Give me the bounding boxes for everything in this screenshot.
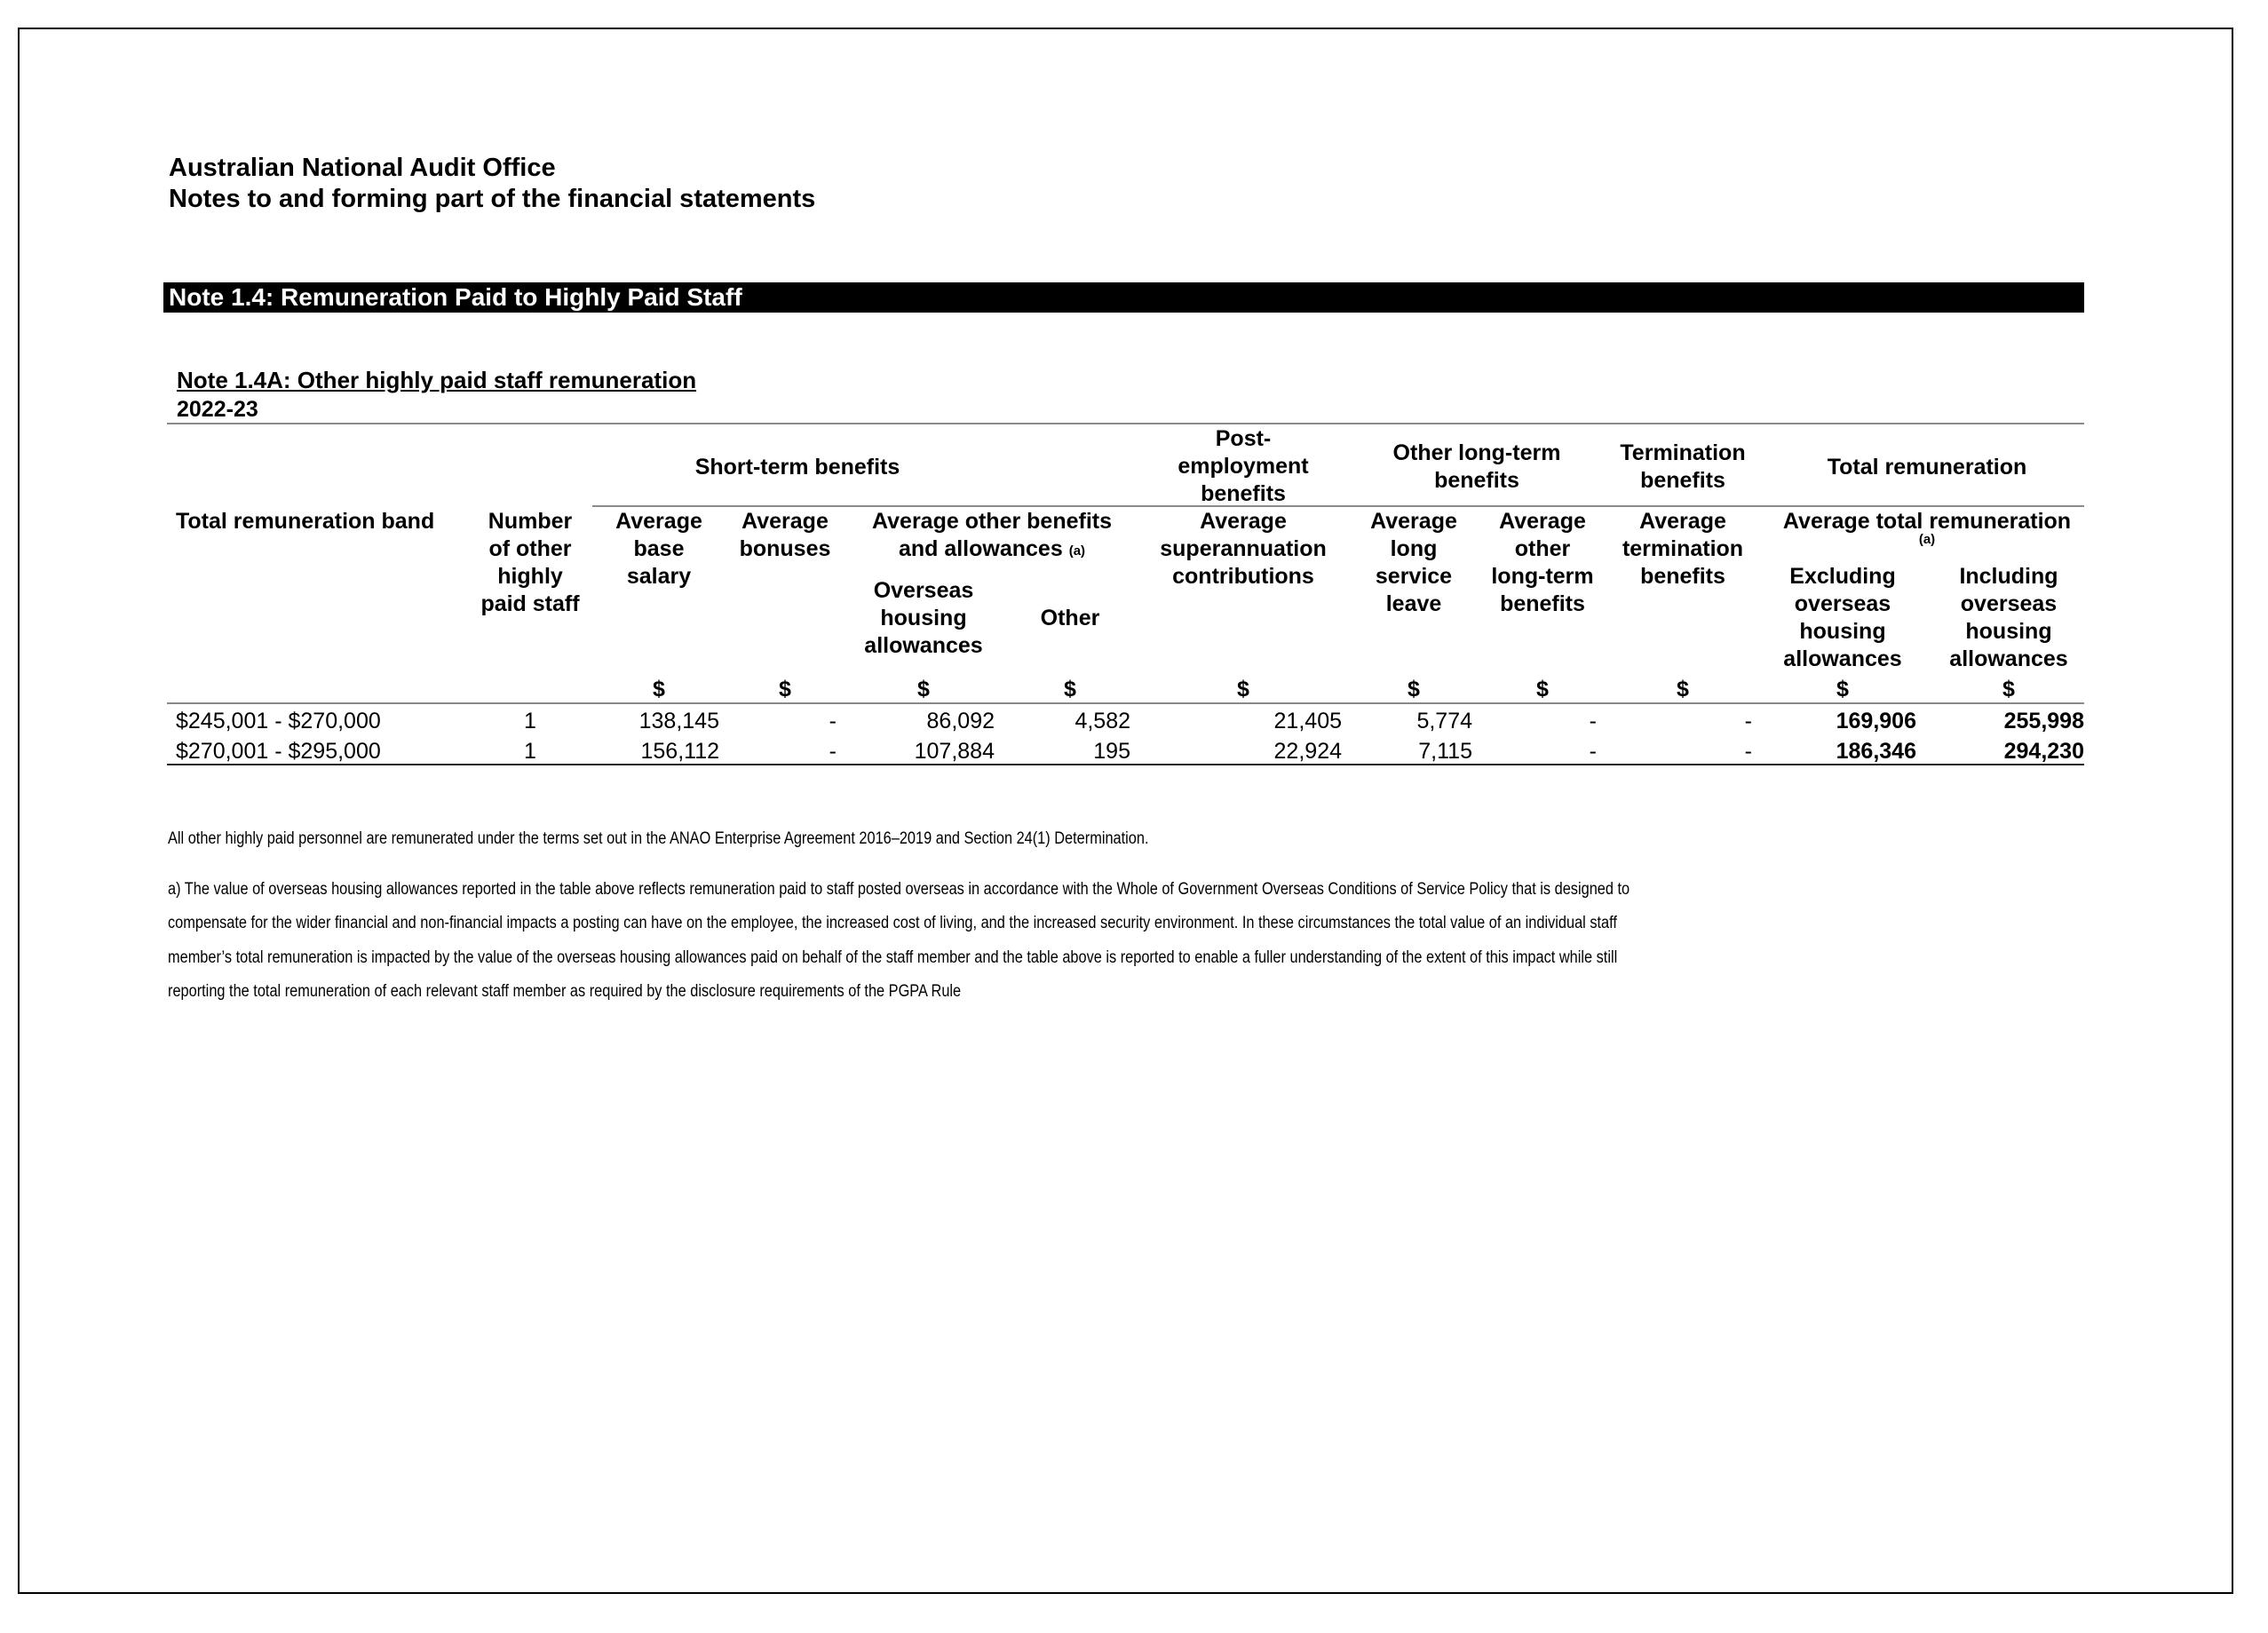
group-header-other-long-term: Other long-term benefits bbox=[1392, 440, 1561, 493]
cell-overseas-housing: 86,092 bbox=[926, 709, 995, 733]
unit-label: $ bbox=[917, 677, 930, 702]
cell-long-service-leave: 7,115 bbox=[1418, 739, 1472, 764]
cell-base-salary: 138,145 bbox=[638, 709, 719, 733]
column-header-overseas-housing: Overseas housing allowances bbox=[864, 578, 983, 658]
unit-label: $ bbox=[1836, 677, 1849, 702]
column-header-superannuation: Average superannuation contributions bbox=[1160, 509, 1327, 589]
cell-superannuation: 22,924 bbox=[1273, 739, 1342, 764]
group-header-post-employment: Post- employment benefits bbox=[1178, 426, 1309, 506]
unit-label: $ bbox=[1677, 677, 1689, 702]
cell-bonuses: - bbox=[829, 709, 837, 733]
cell-termination: - bbox=[1744, 709, 1752, 733]
cell-base-salary: 156,112 bbox=[640, 739, 719, 764]
cell-other: 195 bbox=[1093, 739, 1130, 764]
cell-total-excluding: 186,346 bbox=[1836, 739, 1916, 764]
unit-label: $ bbox=[1237, 677, 1249, 702]
cell-long-service-leave: 5,774 bbox=[1416, 709, 1472, 733]
cell-bonuses: - bbox=[829, 739, 837, 764]
column-header-total: Average total remuneration (a) bbox=[1782, 509, 2072, 547]
unit-label: $ bbox=[1064, 677, 1076, 702]
subnote-title: Note 1.4A: Other highly paid staff remuneration bbox=[177, 367, 697, 393]
group-header-total: Total remuneration bbox=[1827, 455, 2027, 480]
column-header-other-benefits: Average other benefits and allowances $^{(a)}$ bbox=[872, 509, 1112, 561]
group-header-short-term: Short-term benefits bbox=[694, 455, 900, 480]
header-group-rule bbox=[592, 505, 2084, 507]
unit-label: $ bbox=[2002, 677, 2015, 702]
group-header-termination: Termination benefits bbox=[1620, 440, 1746, 493]
footnote-a-line: member’s total remuneration is impacted by the value of the overseas housing allowances paid on behalf of the staff member and the table above is reported to enable a fuller understanding of the extent of this impact while still bbox=[168, 948, 1618, 967]
column-header-number: Number of other highly paid staff bbox=[480, 509, 580, 616]
page-border bbox=[18, 28, 2233, 1594]
note-title-bar: Note 1.4: Remuneration Paid to Highly Paid Staff bbox=[163, 282, 2084, 313]
cell-band: $245,001 - $270,000 bbox=[176, 709, 381, 733]
column-header-bonuses: Average bonuses bbox=[739, 509, 831, 561]
column-header-other: Other bbox=[1040, 606, 1100, 630]
column-header-band: Total remuneration band bbox=[176, 509, 435, 534]
footnote-ref-a: (a) bbox=[1918, 532, 1936, 547]
unit-label: $ bbox=[1536, 677, 1549, 702]
cell-superannuation: 21,405 bbox=[1273, 709, 1342, 733]
unit-label: $ bbox=[653, 677, 665, 702]
footnote-a-line: a) The value of overseas housing allowances reported in the table above reflects remuneration paid to staff posted overseas in accordance with the Whole of Government Overseas Conditions of Service Policy that is designed to bbox=[168, 880, 1630, 899]
footnote-general: All other highly paid personnel are remunerated under the terms set out in the ANAO Enterprise Agreement 2016–2019 and Section 24(1) Determination. bbox=[168, 829, 1149, 848]
cell-other-long-term: - bbox=[1589, 709, 1597, 733]
unit-label: $ bbox=[779, 677, 791, 702]
cell-termination: - bbox=[1744, 739, 1752, 764]
document-subtitle: Notes to and forming part of the financial statements bbox=[169, 185, 816, 213]
column-header-termination: Average termination benefits bbox=[1622, 509, 1744, 589]
column-header-including: Including overseas housing allowances bbox=[1949, 564, 2068, 671]
footnote-ref-a: (a) bbox=[1068, 543, 1086, 559]
cell-total-including: 255,998 bbox=[2003, 709, 2084, 733]
column-header-long-service-leave: Average long service leave bbox=[1370, 509, 1457, 616]
cell-number: 1 bbox=[524, 709, 536, 733]
footnote-a-line: reporting the total remuneration of each relevant staff member as required by the disclosure requirements of the PGPA Rule bbox=[168, 982, 962, 1001]
document-header bbox=[169, 153, 815, 215]
reporting-year: 2022-23 bbox=[177, 397, 258, 422]
header-bottom-rule bbox=[167, 702, 2084, 704]
column-header-other-long-term: Average other long-term benefits bbox=[1491, 509, 1594, 616]
table-top-rule bbox=[167, 423, 2084, 424]
cell-total-excluding: 169,906 bbox=[1836, 709, 1916, 733]
cell-total-including: 294,230 bbox=[2003, 739, 2084, 764]
cell-other-long-term: - bbox=[1589, 739, 1597, 764]
unit-label: $ bbox=[1408, 677, 1420, 702]
footnote-a-line: compensate for the wider financial and non-financial impacts a posting can have on the employee, the increased cost of living, and the increased security environment. In these circumstances the total value of an individual staff bbox=[168, 914, 1617, 932]
cell-band: $270,001 - $295,000 bbox=[176, 739, 381, 764]
cell-overseas-housing: 107,884 bbox=[914, 739, 995, 764]
column-header-excluding: Excluding overseas housing allowances bbox=[1783, 564, 1902, 671]
organisation-name: Australian National Audit Office bbox=[169, 154, 556, 182]
column-header-base-salary: Average base salary bbox=[615, 509, 702, 589]
cell-other: 4,582 bbox=[1075, 709, 1130, 733]
cell-number: 1 bbox=[524, 739, 536, 764]
